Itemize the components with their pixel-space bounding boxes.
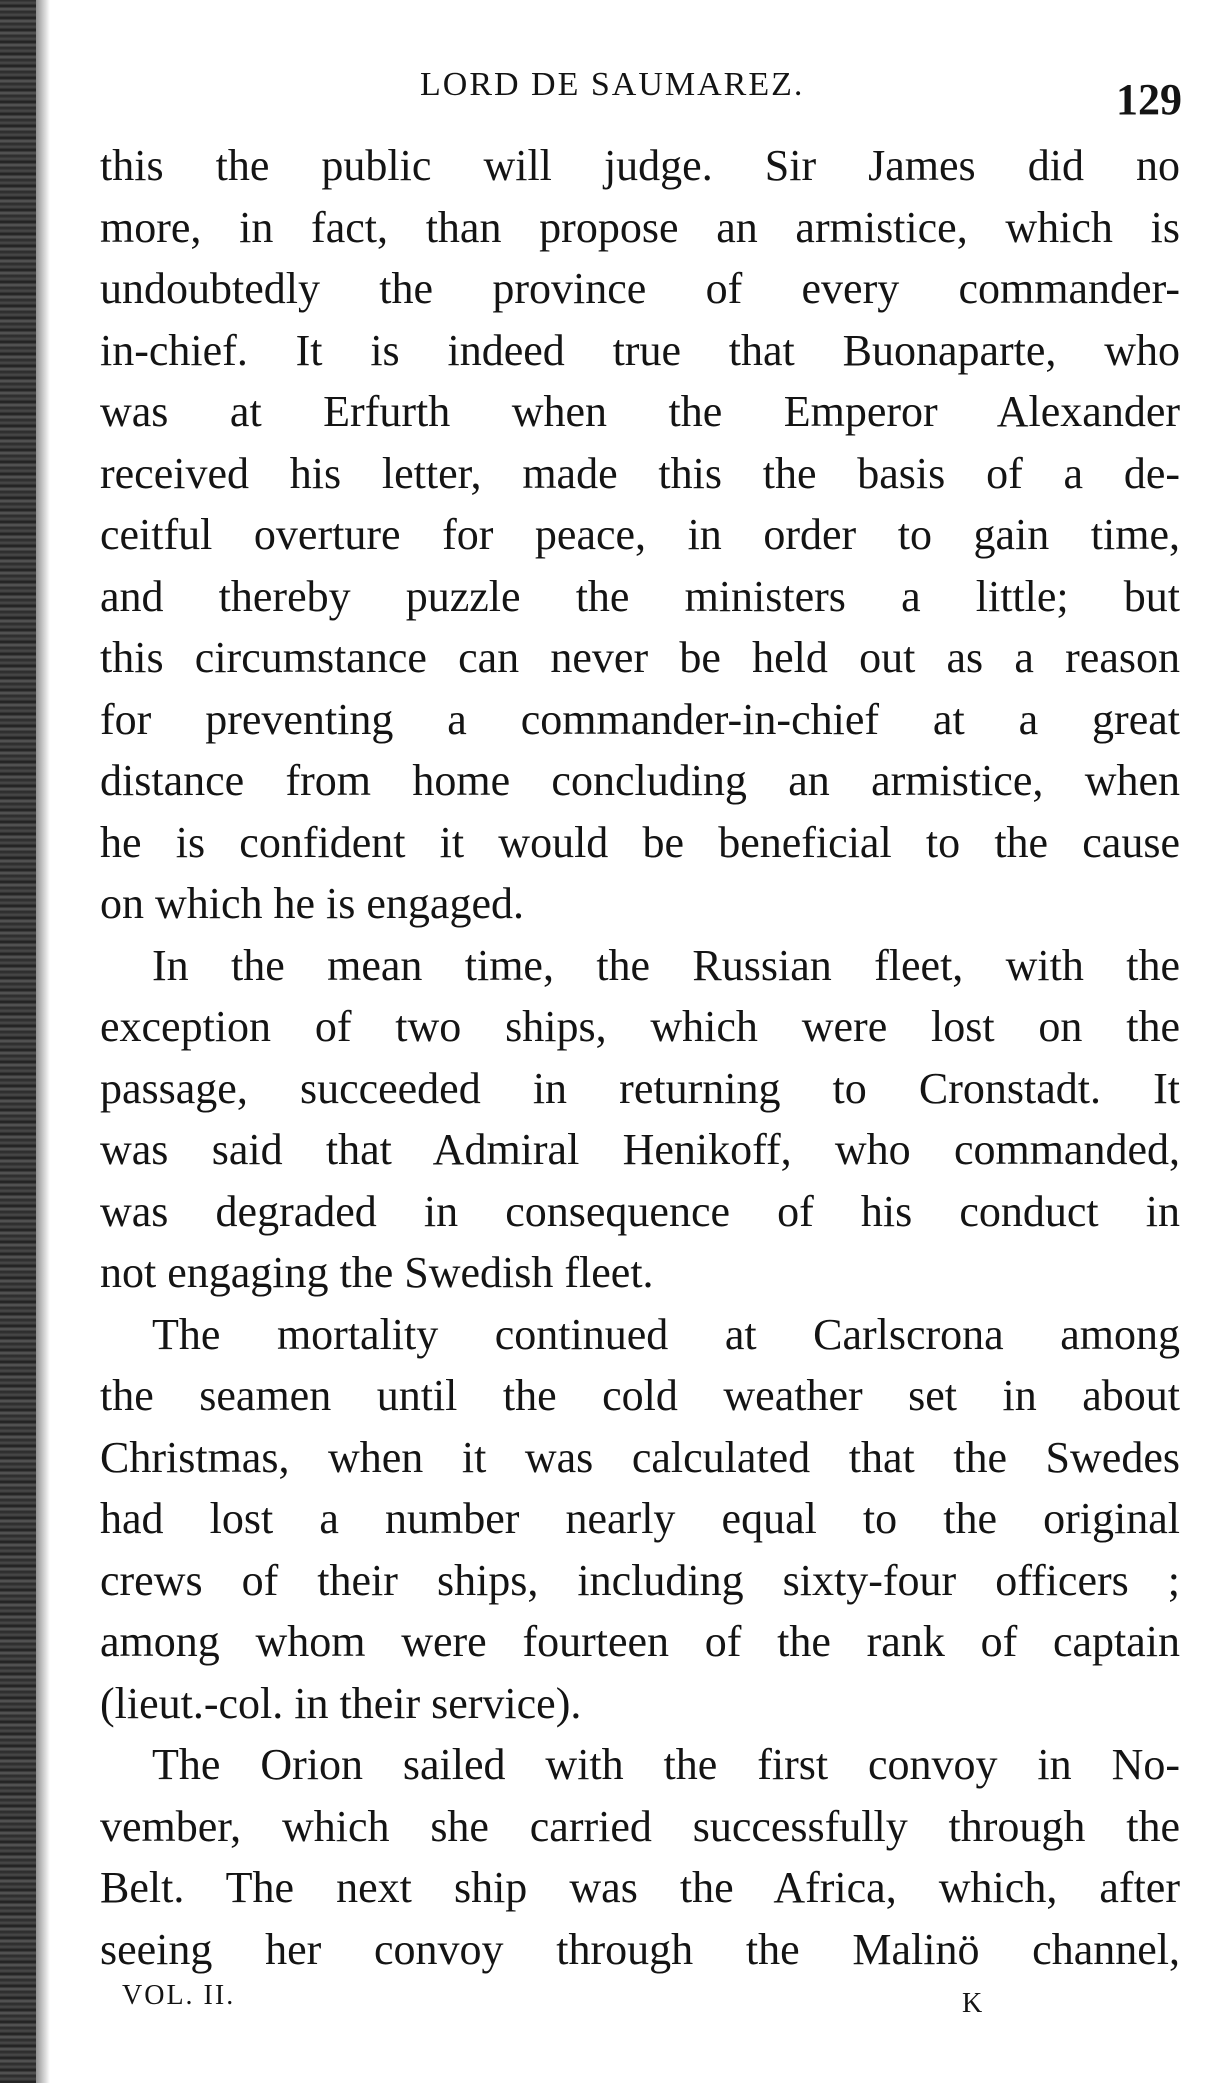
text-line: ceitful overture for peace, in order to gain time, [100, 510, 1180, 559]
text-line: seeing her convoy through the Malinö channel, [100, 1924, 1180, 1974]
text-line: he is confident it would be beneficial to the cause [100, 817, 1180, 867]
volume-mark: VOL. II. [122, 1980, 236, 2011]
text-line: distance from home concluding an armistice, when [100, 756, 1180, 805]
text-line: for preventing a commander-in-chief at a great [100, 694, 1180, 744]
text-line: The mortality continued at Carlscrona among [152, 1309, 1180, 1359]
text-line: this the public will judge. Sir James did no [100, 141, 1180, 190]
text-line: exception of two ships, which were lost on the [100, 1002, 1180, 1051]
text-line: was said that Admiral Henikoff, who commanded, [100, 1125, 1180, 1174]
paragraph-3 [100, 1304, 1180, 1735]
text-line: received his letter, made this the basis of a de- [100, 448, 1180, 498]
text-line: in-chief. It is indeed true that Buonaparte, who [100, 325, 1180, 375]
text-line: this circumstance can never be held out as a reason [100, 633, 1180, 682]
text-line: was at Erfurth when the Emperor Alexander [100, 387, 1180, 436]
book-spine-shadow [0, 0, 36, 2083]
text-line: on which he is engaged. [100, 879, 524, 928]
text-line: had lost a number nearly equal to the original [100, 1494, 1180, 1543]
text-line: Belt. The next ship was the Africa, which, after [100, 1863, 1180, 1912]
text-line: not engaging the Swedish fleet. [100, 1248, 654, 1297]
text-line: The Orion sailed with the first convoy in No- [152, 1740, 1180, 1789]
text-line: Christmas, when it was calculated that the Swedes [100, 1432, 1180, 1482]
body-text [100, 135, 1180, 1980]
text-line: the seamen until the cold weather set in about [100, 1371, 1180, 1420]
paragraph-1 [100, 135, 1180, 935]
running-head: LORD DE SAUMAREZ. [420, 66, 805, 103]
text-line: more, in fact, than propose an armistice, which is [100, 202, 1180, 252]
signature-mark: K [962, 1988, 983, 2019]
paragraph-4 [100, 1734, 1180, 1980]
text-line: among whom were fourteen of the rank of captain [100, 1617, 1180, 1666]
gutter-shadow [36, 0, 50, 2083]
text-line: undoubtedly the province of every commander- [100, 264, 1180, 313]
page-number: 129 [1116, 75, 1182, 124]
text-line: was degraded in consequence of his conduct in [100, 1186, 1180, 1236]
text-line: In the mean time, the Russian fleet, with the [152, 940, 1180, 990]
text-line: passage, succeeded in returning to Cronstadt. It [100, 1063, 1180, 1113]
text-line: crews of their ships, including sixty-four officers ; [100, 1555, 1180, 1605]
text-line: (lieut.-col. in their service). [100, 1678, 582, 1728]
paragraph-2 [100, 935, 1180, 1304]
text-line: and thereby puzzle the ministers a little; but [100, 571, 1180, 621]
text-line: vember, which she carried successfully through the [100, 1801, 1180, 1851]
